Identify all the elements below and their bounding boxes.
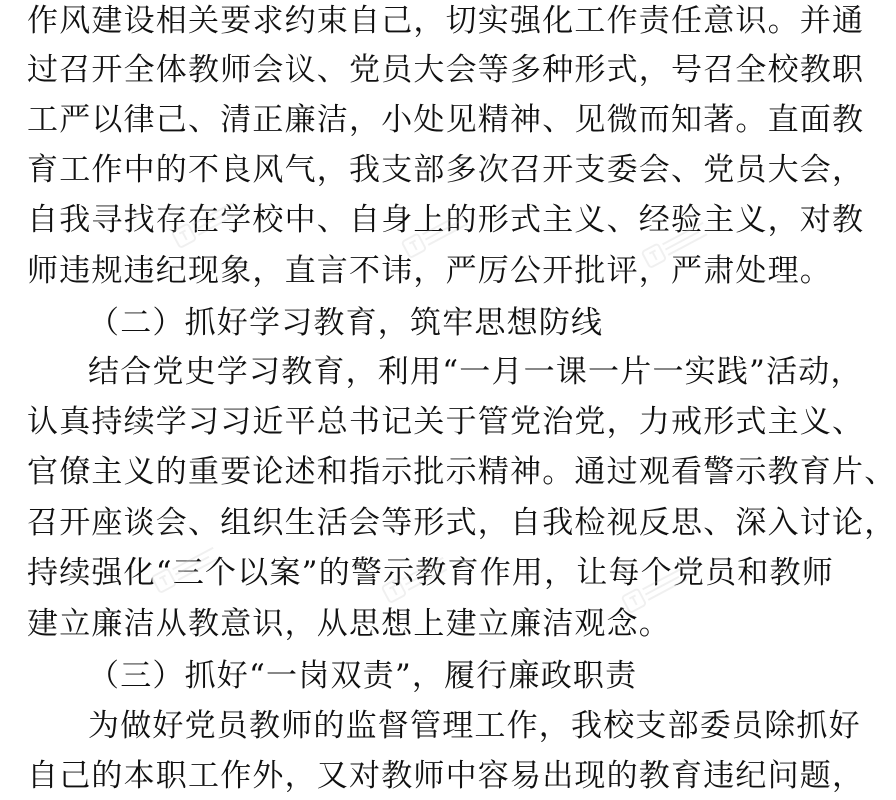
paragraph-line-8: 认真持续学习习近平总书记关于管党治党，力戒形式主义、 [27, 404, 865, 440]
paragraph-line-12: 建立廉洁从教意识，从思想上建立廉洁观念。 [27, 606, 671, 642]
paragraph-line-7: 结合党史学习教育，利用“一月一课一片一实践”活动， [88, 354, 863, 390]
paragraph-line-13: 为做好党员教师的监督管理工作，我校支部委员除抓好 [88, 708, 861, 744]
paragraph-line-4: 育工作中的不良风气，我支部多次召开支委会、党员大会， [27, 152, 865, 188]
paragraph-line-5: 自我寻找存在学校中、自身上的形式主义、经验主义，对教 [27, 202, 865, 238]
paragraph-line-14: 自己的本职工作外，又对教师中容易出现的教育违纪问题， [27, 758, 865, 794]
paragraph-line-11: 持续强化“三个以案”的警示教育作用，让每个党员和教师 [27, 555, 834, 591]
paragraph-line-6: 师违规违纪现象，直言不讳，严厉公开批评，严肃处理。 [27, 253, 832, 289]
paragraph-line-10: 召开座谈会、组织生活会等形式，自我检视反思、深入讨论， [27, 505, 896, 541]
paragraph-line-1: 作风建设相关要求约束自己，切实强化工作责任意识。并通 [27, 3, 865, 39]
section-heading-3: （三）抓好“一岗双责”，履行廉政职责 [88, 658, 638, 694]
paragraph-line-9: 官僚主义的重要论述和指示批示精神。通过观看警示教育片、 [27, 454, 896, 490]
paragraph-line-3: 工严以律己、清正廉洁，小处见精神、见微而知著。直面教 [27, 102, 865, 138]
paragraph-line-2: 过召开全体教师会议、党员大会等多种形式，号召全校教职 [27, 52, 865, 88]
section-heading-2: （二）抓好学习教育，筑牢思想防线 [88, 305, 604, 341]
